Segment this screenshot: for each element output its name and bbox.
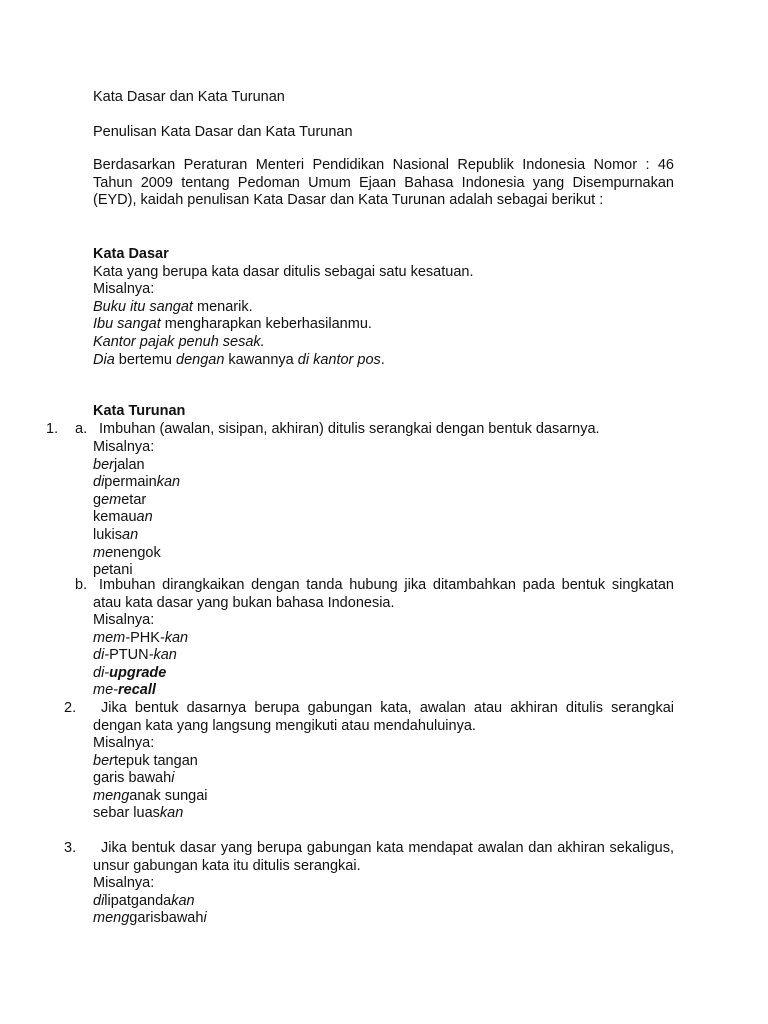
example-segment: recall: [117, 682, 156, 699]
example-line: [93, 665, 674, 683]
example-segment: di: [93, 474, 105, 491]
section-subtitle: Penulisan Kata Dasar dan Kata Turunan: [93, 124, 353, 140]
example-line: [93, 299, 674, 317]
example-line: [93, 805, 674, 823]
kata-dasar-heading: Kata Dasar: [93, 246, 169, 262]
example-segment: di: [93, 892, 105, 909]
item-3-rule: Jika bentuk dasar yang berupa gabungan kata mendapat awalan dan akhiran sekaligus, unsur gabungan kata itu ditulis serangkai.: [93, 840, 674, 874]
intro-paragraph: Berdasarkan Peraturan Menteri Pendidikan Nasional Republik Indonesia Nomor : 46 Tahun 2009 tentang Pedoman Umum Ejaan Bahasa Indonesia yang Disempurnakan (EYD), kaidah penulisan Kata Dasar dan Kata Turunan adalah sebagai berikut :: [93, 157, 674, 209]
example-line: [93, 682, 674, 700]
misalnya-label: Misalnya:: [93, 439, 155, 455]
example-segment: ber: [93, 752, 114, 769]
example-list: [93, 630, 674, 700]
example-segment: i: [203, 910, 207, 927]
example-segment: anak sungai: [129, 787, 208, 804]
example-segment: Kantor pajak penuh sesak.: [93, 333, 265, 350]
kata-dasar-section: [93, 246, 674, 369]
example-segment: p: [93, 562, 102, 579]
example-segment: bertemu: [114, 351, 177, 368]
example-segment: etar: [121, 491, 147, 508]
example-segment: g: [93, 491, 102, 508]
example-segment: tani: [109, 562, 133, 579]
misalnya-label: Misalnya:: [93, 612, 155, 628]
example-segment: me-: [93, 682, 118, 699]
misalnya-label: Misalnya:: [93, 281, 155, 298]
example-list: [93, 753, 674, 823]
example-segment: e: [101, 562, 110, 579]
item-1b-rule: Imbuhan dirangkaikan dengan tanda hubung jika ditambahkan pada bentuk singkatan atau kata dasar yang bukan bahasa Indonesia.: [93, 577, 674, 611]
example-segment: lukis: [93, 526, 123, 543]
example-line: [93, 630, 674, 648]
item-number: 3.: [64, 840, 77, 856]
example-line: [93, 910, 674, 928]
example-line: [93, 334, 674, 352]
example-line: [93, 893, 674, 911]
item-number: 2.: [64, 700, 77, 716]
example-segment: kan: [171, 892, 195, 909]
example-segment: .: [380, 351, 385, 368]
item-1b-examples: [93, 612, 674, 700]
example-segment: mem-: [93, 629, 131, 646]
item-1a-rule: Imbuhan (awalan, sisipan, akhiran) ditulis serangkai dengan bentuk dasarnya.: [99, 421, 600, 437]
example-segment: kan: [156, 474, 181, 491]
item-2-examples: [93, 735, 674, 823]
example-line: [93, 770, 674, 788]
misalnya-label: Misalnya:: [93, 875, 155, 891]
example-segment: garis bawah: [93, 770, 172, 787]
example-segment: di-: [93, 647, 110, 664]
example-segment: PTUN: [109, 647, 149, 664]
example-line: [93, 545, 674, 563]
example-segment: permain: [104, 474, 157, 491]
example-list: [93, 457, 674, 580]
kata-dasar-rule: Kata yang berupa kata dasar ditulis sebagai satu kesatuan.: [93, 263, 474, 280]
example-segment: me: [93, 544, 114, 561]
example-segment: jalan: [113, 456, 145, 473]
example-list: [93, 299, 674, 369]
example-line: [93, 647, 674, 665]
example-segment: tepuk tangan: [113, 752, 198, 769]
example-segment: kan: [159, 805, 184, 822]
example-line: [93, 316, 674, 334]
example-line: [93, 474, 674, 492]
example-segment: nengok: [113, 544, 161, 561]
example-line: [93, 527, 674, 545]
item-3-examples: [93, 875, 674, 928]
item-number: 1.: [46, 421, 59, 437]
example-line: [93, 788, 674, 806]
kata-turunan-heading: Kata Turunan: [93, 403, 186, 419]
example-segment: kawannya: [224, 351, 298, 368]
example-line: [93, 509, 674, 527]
example-line: [93, 492, 674, 510]
example-segment: an: [122, 526, 139, 543]
example-list: [93, 893, 674, 928]
example-segment: ber: [93, 456, 114, 473]
example-line: [93, 753, 674, 771]
example-line: [93, 352, 674, 370]
example-segment: meng: [93, 910, 130, 927]
example-segment: di-: [93, 664, 110, 681]
item-letter: b.: [75, 577, 88, 593]
document-title: Kata Dasar dan Kata Turunan: [93, 89, 285, 105]
example-line: [93, 457, 674, 475]
example-segment: dengan: [176, 351, 225, 368]
example-segment: Buku itu sangat: [93, 298, 193, 315]
example-segment: Ibu sangat: [93, 316, 161, 333]
example-segment: i: [171, 770, 175, 787]
example-segment: Dia: [93, 351, 115, 368]
example-segment: -kan: [159, 629, 189, 646]
example-segment: an: [136, 509, 153, 526]
example-segment: meng: [93, 787, 130, 804]
example-segment: kemau: [93, 509, 137, 526]
misalnya-label: Misalnya:: [93, 735, 155, 751]
example-segment: mengharapkan keberhasilanmu.: [160, 316, 372, 333]
example-segment: sebar luas: [93, 805, 160, 822]
item-letter: a.: [75, 421, 88, 437]
example-segment: di kantor pos: [297, 351, 381, 368]
example-segment: garisbawah: [129, 910, 204, 927]
example-segment: PHK: [130, 629, 160, 646]
example-segment: menarik.: [192, 298, 253, 315]
example-segment: lipatganda: [104, 892, 172, 909]
example-segment: upgrade: [109, 664, 167, 681]
item-1a-examples: [93, 439, 674, 580]
item-2-rule: Jika bentuk dasarnya berupa gabungan kata, awalan atau akhiran ditulis serangkai dengan kata yang langsung mengikuti atau mendahuluinya.: [93, 700, 674, 734]
example-segment: em: [101, 491, 122, 508]
example-segment: -kan: [148, 647, 177, 664]
